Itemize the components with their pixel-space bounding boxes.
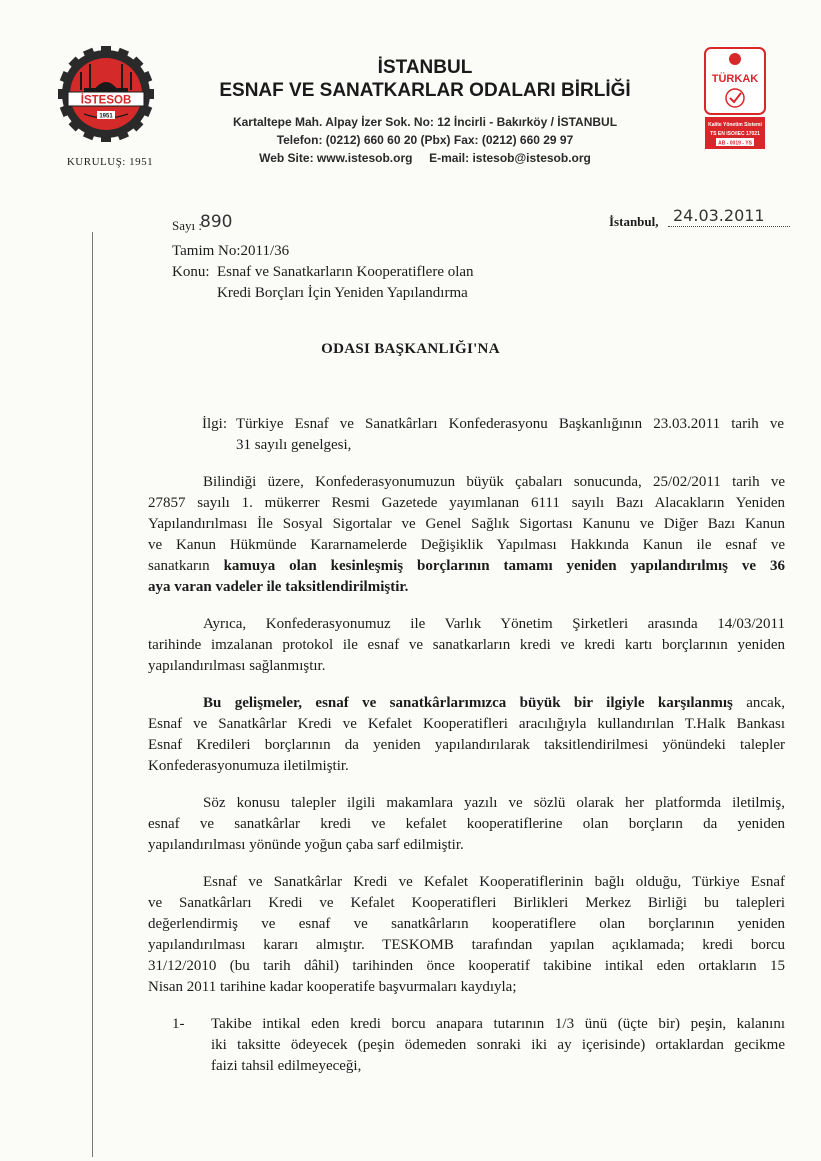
p2-line2: tarihinde imzalanan protokol ile esnaf ve sanatkarların kredi ve kredi kartı borçlarının yeniden	[148, 637, 785, 653]
turkak-line3: AB - 0019 - YS	[718, 140, 752, 147]
p5-line1: Esnaf ve Sanatkârlar Kredi ve Kefalet Kooperatiflerinin bağlı olduğu, Türkiye Esnaf	[203, 874, 785, 890]
istesob-logo-icon	[58, 46, 154, 142]
header-web: Web Site: www.istesob.org E-mail: istesob@istesob.org	[259, 151, 591, 165]
p5-line6: Nisan 2011 tarihine kadar kooperatife başvurmaları kaydıyla;	[148, 979, 517, 995]
founded-label: KURULUŞ: 1951	[66, 156, 154, 168]
sayi-value: 890	[200, 212, 233, 232]
p4-line3: yapılandırılması yönünde yoğun çaba sarf edilmiştir.	[148, 837, 464, 853]
p1-line5-regular: sanatkarın	[148, 558, 224, 574]
p3-line1	[203, 693, 785, 714]
konu-label: Konu:	[172, 264, 210, 280]
item1-line2: iki taksitte ödeyecek (peşin ödemeden sonraki iki ay içerisinde) ortaklardan gecikme	[211, 1037, 785, 1053]
p1-line2: 27857 sayılı 1. mükerrer Resmi Gazetede yayımlanan 6111 sayılı Bazı Alacakların Yeniden	[148, 495, 785, 511]
p3-line3: Esnaf Kredileri borçlarının da yeniden yapılandırılarak taksitlendirilmesi yönündeki talepler	[148, 737, 785, 753]
item1-line1: Takibe intikal eden kredi borcu anapara tutarının 1/3 ünü (üçte bir) peşin, kalanını	[211, 1016, 785, 1032]
logo-text: İSTESOB	[80, 94, 132, 107]
ilgi-line2: 31 sayılı genelgesi,	[236, 437, 352, 453]
item1-line3: faizi tahsil edilmeyeceği,	[211, 1058, 362, 1074]
date-dotted-line	[668, 226, 790, 227]
p4-line1: Söz konusu talepler ilgili makamlara yazılı ve sözlü olarak her platformda iletilmiş,	[203, 795, 785, 811]
place-label: İstanbul,	[609, 214, 659, 229]
recipient-title: ODASI BAŞKANLIĞI'NA	[321, 341, 500, 357]
p1-line1: Bilindiği üzere, Konfederasyonumuzun büyük çabaları sonucunda, 25/02/2011 tarih ve	[203, 474, 785, 490]
logo-year: 1951	[99, 113, 113, 120]
p1-line4: ve Kanun Hükmünde Kararnamelerde Değişiklik Yapılması Hakkında Kanun ile esnaf ve	[148, 537, 785, 553]
p3-line1-bold: Bu gelişmeler, esnaf ve sanatkârlarımızca büyük bir ilgiyle karşılanmış	[203, 695, 733, 711]
header-phone: Telefon: (0212) 660 60 20 (Pbx) Fax: (0212) 660 29 97	[276, 133, 574, 147]
p2-line1: Ayrıca, Konfederasyonumuz ile Varlık Yönetim Şirketleri arasında 14/03/2011	[203, 616, 785, 632]
header-city: İSTANBUL	[377, 57, 473, 78]
turkak-line2: TS EN ISO/IEC 17021	[710, 131, 760, 137]
sayi-label: Sayı :	[172, 218, 202, 233]
tamim-no: Tamim No:2011/36	[172, 243, 290, 259]
p1-line5-bold: kamuya olan kesinleşmiş borçlarının tamamı yeniden yapılandırılmış ve 36	[223, 558, 786, 574]
date-value: 24.03.2011	[673, 206, 765, 225]
p3-line2: Esnaf ve Sanatkârlar Kredi ve Kefalet Kooperatifleri aracılığıyla kullandırılan T.Halk Bankası	[148, 716, 785, 732]
konu-line1: Esnaf ve Sanatkarların Kooperatiflere olan	[217, 264, 474, 280]
p5-line3: değerlendirmiş ve esnaf ve sanatkârların kooperatiflere olan borçlarının yeniden	[148, 916, 785, 932]
header-org: ESNAF VE SANATKARLAR ODALARI BİRLİĞİ	[219, 80, 631, 101]
turkak-line1: Kalite Yönetim Sistemi	[708, 122, 762, 128]
p3-line4: Konfederasyonumuza iletilmiştir.	[148, 758, 349, 774]
margin-line	[92, 232, 93, 1157]
header-address: Kartaltepe Mah. Alpay İzer Sok. No: 12 İncirli - Bakırköy / İSTANBUL	[232, 115, 618, 129]
p1-line6: aya varan vadeler ile taksitlendirilmiştir.	[148, 579, 409, 595]
turkak-label: TÜRKAK	[711, 73, 759, 85]
ilgi-label: İlgi:	[202, 416, 227, 432]
p4-line2: esnaf ve sanatkârlar kredi ve kefalet kooperatiflerine olan borçların da yeniden	[148, 816, 785, 832]
p5-line5: 31/12/2010 (bu tarih dâhil) tarihinden önce kooperatif takibine intikal eden ortakların 15	[148, 958, 785, 974]
turkak-accreditation-icon	[704, 47, 766, 151]
p2-line3: yapılandırılması sağlanmıştır.	[148, 658, 326, 674]
p5-line2: ve Sanatkârları Kredi ve Kefalet Kooperatifleri Birlikleri Merkez Birliği bu talepleri	[148, 895, 785, 911]
konu-line2: Kredi Borçları İçin Yeniden Yapılandırma	[217, 285, 468, 301]
list-item-number: 1-	[172, 1016, 185, 1032]
p1-line5	[148, 556, 785, 577]
p3-line1-regular: ancak,	[732, 695, 785, 711]
p5-line4: yapılandırılması kararı almıştır. TESKOMB tarafından yapılan açıklamada; kredi borcu	[148, 937, 785, 953]
p1-line3: Yapılandırılması İle Sosyal Sigortalar ve Genel Sağlık Sigortası Kanunu ve Diğer Bazı Kanun	[148, 516, 785, 532]
ilgi-line1: Türkiye Esnaf ve Sanatkârları Konfederasyonu Başkanlığının 23.03.2011 tarih ve	[236, 416, 784, 432]
